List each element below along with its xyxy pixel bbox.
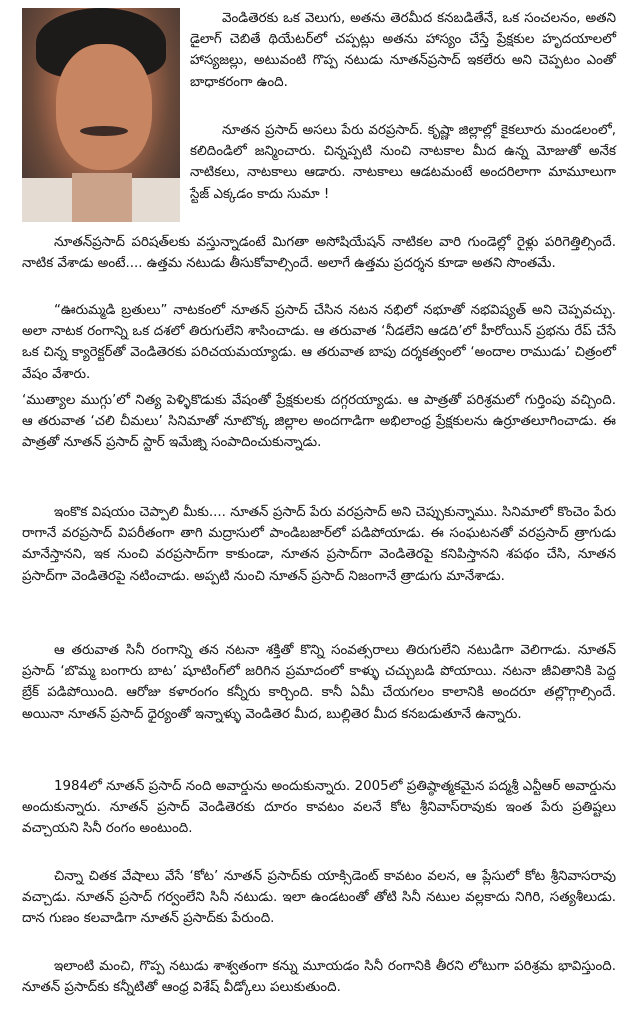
paragraph-2: నూతన ప్రసాద్ అసలు పేరు వరప్రసాద్. కృష్ణా జిల్లాల్లో కైకలూరు మండలంలో, కలిదిండిలో జన్మించారు. చిన్నప్పటి నుంచి నాటకాల మీద ఉన్న మోజుతో అనేక నాటికలు, నాటకాలు ఆడారు. నాటకాలు ఆడటమంటే అందరిలాగా మామూలుగా స్టేజ్ ఎక్కడం కాదు సుమా ! [190,123,616,202]
paragraph-4: “ఊరుమ్మడి బ్రతులు” నాటకంలో నూతన్ ప్రసాద్ చేసిన నటన నభిలో నభూతో నభవిష్యత్ అని చెప్పవచ్చు. అలా నాటక రంగాన్ని ఒక దశలో తిరుగులేని శాసించాడు. ఆ తరువాత ‘నీడలేని ఆడది’లో హీరోయిన్ ప్రభను రేప్ చేసే ఒక చిన్న క్యారెక్టర్‌తో వెండితెరకు పరిచయమయ్యాడు. ఆ తరువాత బాపు దర్శకత్వంలో ‘అందాల రాముడు’ చిత్రంలో వేషం వేశారు. [22,303,616,382]
paragraph-1: వెండితెరకు ఒక వెలుగు, అతను తెరమీద కనబడితేనే, ఒక సంచలనం, అతని డైలాగ్ చెబితే థియేటర్‌లో చప్పట్లు అతను హాస్యం చేస్తే ప్రేక్షకుల హృదయాలలో హాస్యజల్లు, అటువంటి గొప్ప నటుడు నూతన్‌ప్రసాద్ ఇకలేరు అని చెప్పటం ఎంతో బాధాకరంగా ఉంది. [190,11,616,90]
portrait-photo [22,8,180,222]
photo-shirt [72,173,132,222]
photo-face [56,44,152,170]
paragraph-5: ‘ముత్యాల ముగ్గు’లో నిత్య పెళ్ళికొడుకు వేషంతో ప్రేక్షకులకు దగ్గరయ్యాడు. ఆ పాత్రతో పరిశ్రమలో గుర్తింపు వచ్చింది. ఆ తరువాత ‘చలి చీమలు’ సినిమాతో నూటొక్క జిల్లాల అందగాడిగా అభిలాంధ్ర ప్రేక్షకులను ఉర్రూతలూగించాడు. ఈ పాత్రతో నూతన్ ప్రసాద్ స్టార్ ఇమేజ్ని సంపాదించుకున్నాడు. [22,393,616,451]
paragraph-9: చిన్నా చితక వేషాలు వేసే ‘కోట’ నూతన్ ప్రసాద్‌కు యాక్సిడెంట్ కావటం వలన, ఆ ప్లేసులో కోట శ్రీనివాసరావు వచ్చాడు. నూతన్ ప్రసాద్ గర్వంలేని సినీ నటుడు. ఇలా ఉండటంతో తోటి సినీ నటుల వల్లకాదు నిగిరి, సత్యశీలుడు. దాన గుణం కలవాడిగా నూతన్ ప్రసాద్‌కు పేరుంది. [22,869,616,927]
paragraph-7: ఆ తరువాత సినీ రంగాన్ని తన నటనా శక్తితో కొన్ని సంవత్సరాలు తిరుగులేని నటుడిగా వెలిగాడు. నూతన్ ప్రసాద్ ‘బొమ్మ బంగారు బాట’ షూటింగ్‌లో జరిగిన ప్రమాదంలో కాళ్ళు చచ్చుబడి పోయాయి. నటనా జీవితానికి పెద్ద బ్రేక్ పడిపోయింది. ఆరోజు కళారంగం కన్నీరు కార్చింది. కానీ ఏమీ చేయగలం కాలానికి అందరూ తల్లొగ్గాల్సిందే. అయినా నూతన్ ప్రసాద్ ధైర్యంతో ఇన్నాళ్ళు వెండితెర మీద, బుల్లితెర మీద కనబడుతూనే ఉన్నారు. [22,643,616,722]
paragraph-10: ఇలాంటి మంచి, గొప్ప నటుడు శాశ్వతంగా కన్ను మూయడం సినీ రంగానికి తీరని లోటుగా పరిశ్రమ భావిస్తుంది. నూతన్ ప్రసాద్‌కు కన్నీటితో ఆంధ్ర విశేష్ వీడ్కోలు పలుకుతుంది. [22,959,616,996]
paragraph-6: ఇంకొక విషయం చెప్పాలి మీకు.... నూతన్ ప్రసాద్ పేరు వరప్రసాద్ అని చెప్పుకున్నాము. సినిమాలో కొంచెం పేరు రాగానే వరప్రసాద్ విపరీతంగా తాగి మద్రాసులో పాండిబజార్‌లో పడిపోయాడు. ఈ సంఘటనతో వరప్రసాద్ త్రాగుడు మానేస్తానని, ఇక నుంచి వరప్రసాద్‌గా కాకుండా, నూతన ప్రసాద్‌గా వెండితెరపై కనిపిస్తానని శపథం చేసి, నూతన ప్రసాద్‌గా వెండితెరపై నటించాడు. అప్పటి నుంచి నూతన్ ప్రసాద్ నిజంగానే త్రాడుగు మానేశాడు. [22,505,616,584]
paragraph-8: 1984లో నూతన్ ప్రసాద్ నంది అవార్డును అందుకున్నారు. 2005లో ప్రతిష్ఠాత్మకమైన పద్మశ్రీ ఎన్టీఆర్ అవార్డును అందుకున్నారు. నూతన్ ప్రసాద్ వెండితెరకు దూరం కావటం వలనే కోట శ్రీనివాస్‌రావు‌కు ఇంత పేరు ప్రతిష్టలు వచ్చాయని సినీ రంగం అంటుంది. [22,779,616,837]
paragraph-3: నూతన్‌ప్రసాద్ పరిషత్‌లకు వస్తున్నాడంటే మిగతా అసోషియేషన్ నాటికల వారి గుండెల్లో రైళ్లు పరిగెత్తిల్సిందే. నాటిక వేశాడు అంటే.... ఉత్తమ నటుడు తీసుకోవాల్సిందే. అలాగే ఉత్తమ ప్రదర్శన కూడా అతని సొంతమే. [22,235,616,272]
photo-moustache [80,126,128,136]
